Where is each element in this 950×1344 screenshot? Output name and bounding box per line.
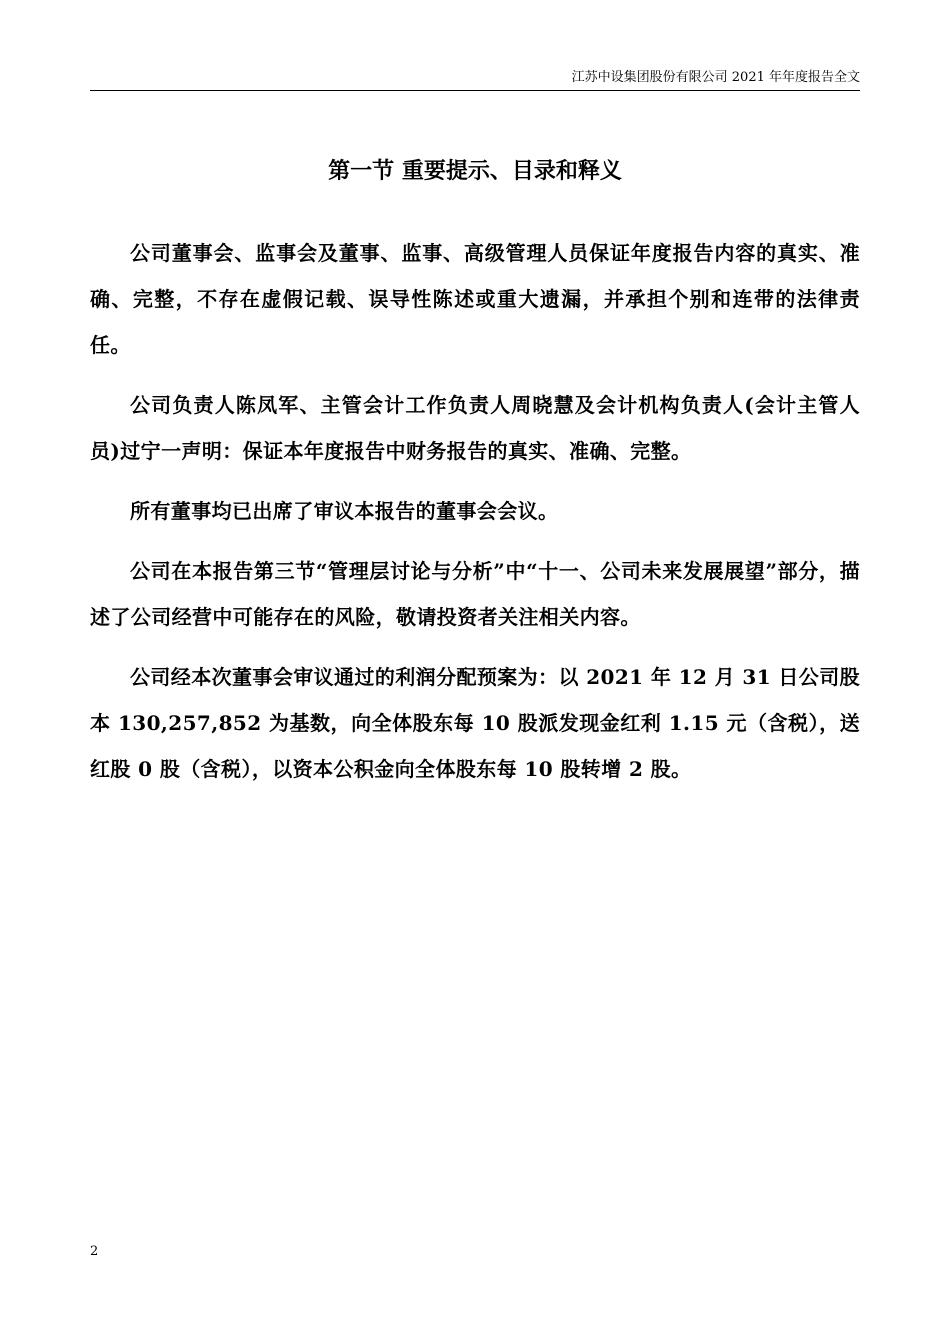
header-title: 江苏中设集团股份有限公司 2021 年年度报告全文 bbox=[571, 70, 860, 85]
page-header bbox=[90, 70, 860, 91]
paragraph-board-attendance: 所有董事均已出席了审议本报告的董事会会议。 bbox=[130, 499, 559, 523]
paragraph-financial-report-statement: 公司负责人陈凤军、主管会计工作负责人周晓慧及会计机构负责人(会计主管人员)过宁一声明：保证本年度报告中财务报告的真实、准确、完整。 bbox=[90, 393, 860, 463]
section-title: 第一节 重要提示、目录和释义 bbox=[328, 158, 622, 184]
body-text bbox=[90, 230, 860, 806]
paragraph-responsibility-statement: 公司董事会、监事会及董事、监事、高级管理人员保证年度报告内容的真实、准确、完整，不存在虚假记载、误导性陈述或重大遗漏，并承担个别和连带的法律责任。 bbox=[90, 241, 860, 357]
paragraph-risk-notice: 公司在本报告第三节“管理层讨论与分析”中“十一、公司未来发展展望”部分，描述了公司经营中可能存在的风险，敬请投资者关注相关内容。 bbox=[90, 559, 860, 629]
paragraph-profit-distribution: 公司经本次董事会审议通过的利润分配预案为：以 2021 年 12 月 31 日公司股本 130,257,852 为基数，向全体股东每 10 股派发现金红利 1.15 元（含税），送红股 0 股（含税），以资本公积金向全体股东每 10 股转增 2 股。 bbox=[90, 665, 860, 781]
page-number: 2 bbox=[90, 1244, 99, 1259]
